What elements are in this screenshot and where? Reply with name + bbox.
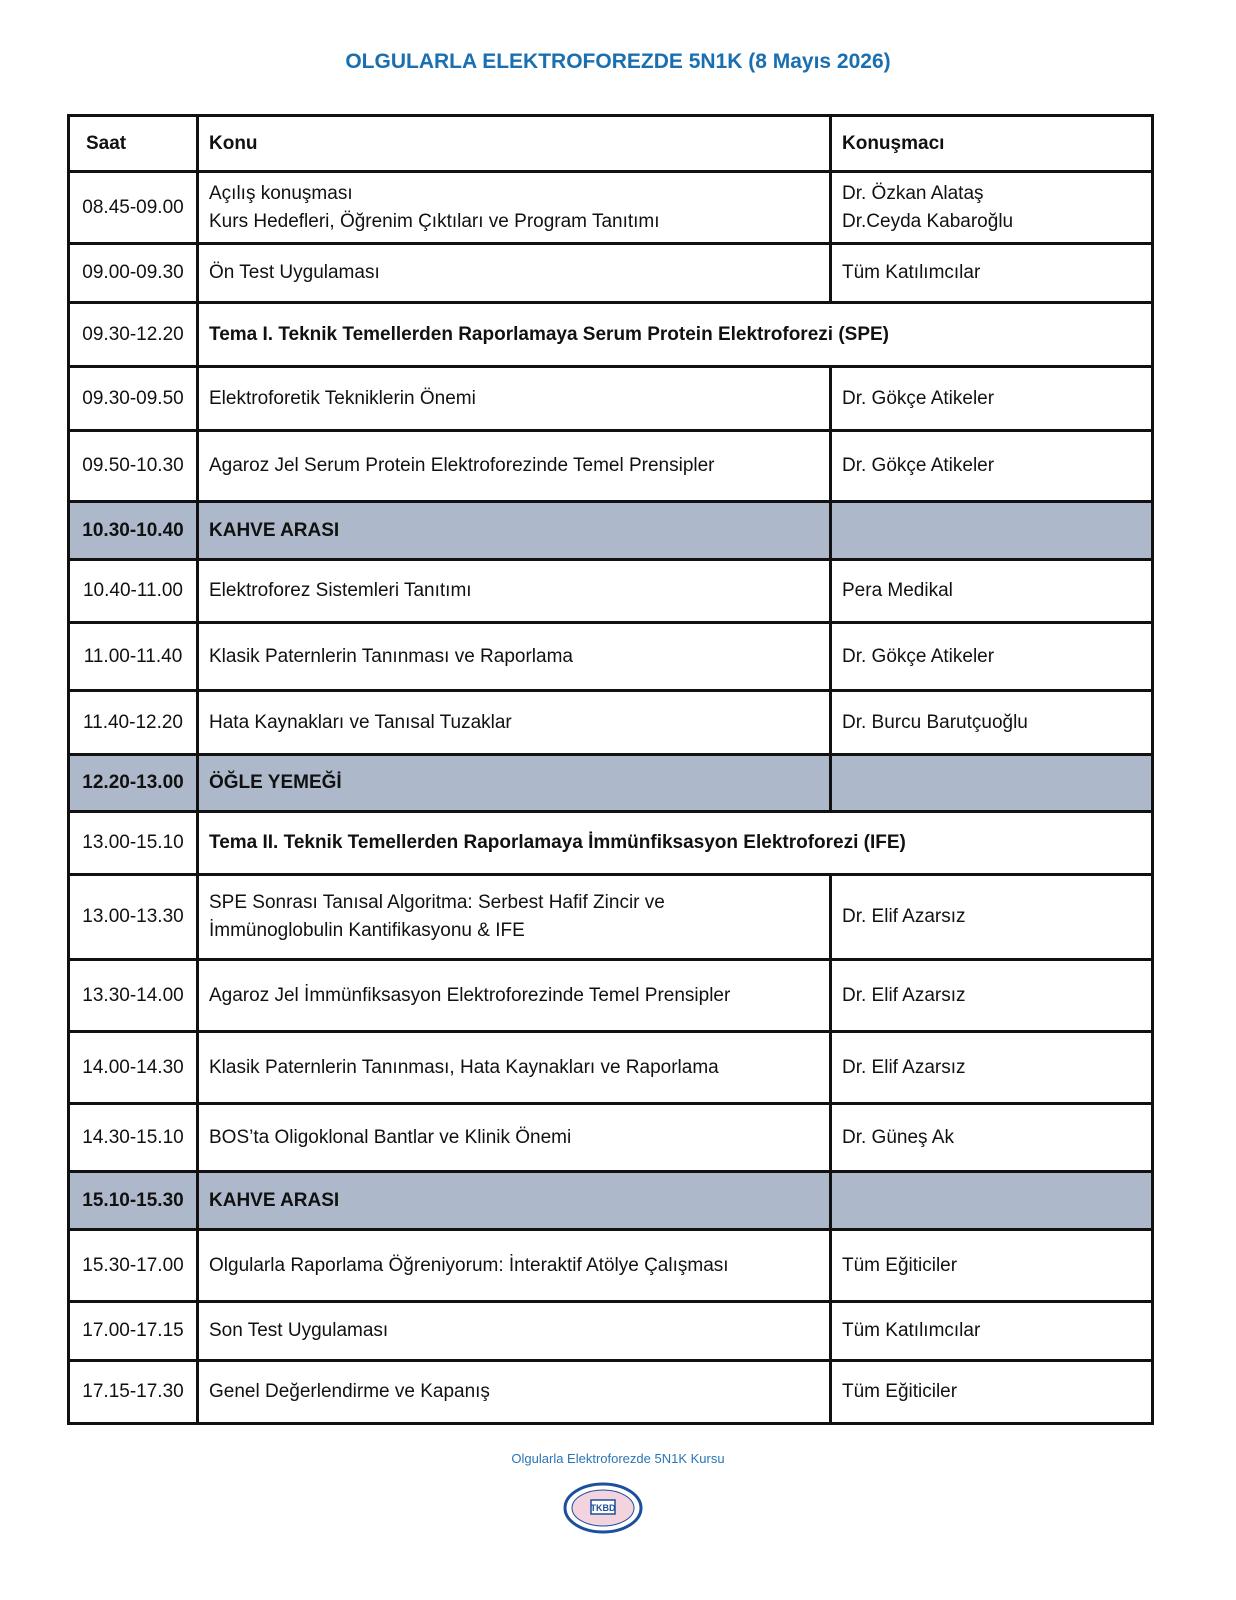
row-time: 11.00-11.40 [69, 623, 198, 691]
row-topic: BOS’ta Oligoklonal Bantlar ve Klinik Önemi [198, 1104, 831, 1172]
row-time: 10.40-11.00 [69, 560, 198, 623]
row-time: 10.30-10.40 [69, 502, 198, 560]
row-topic [198, 172, 831, 244]
row-topic: ÖĞLE YEMEĞİ [198, 755, 831, 812]
break-row [69, 502, 1153, 560]
row-topic: Tema I. Teknik Temellerden Raporlamaya Serum Protein Elektroforezi (SPE) [198, 303, 1153, 367]
theme-row [69, 303, 1153, 367]
row-topic: Elektroforetik Tekniklerin Önemi [198, 367, 831, 431]
row-time: 13.30-14.00 [69, 960, 198, 1032]
society-logo-icon [563, 1482, 643, 1534]
table-row [69, 875, 1153, 960]
table-header-row [69, 116, 1153, 172]
row-topic: Tema II. Teknik Temellerden Raporlamaya İmmünfiksasyon Elektroforezi (IFE) [198, 812, 1153, 875]
table-row [69, 1104, 1153, 1172]
program-table [67, 114, 1154, 1425]
row-time: 17.15-17.30 [69, 1361, 198, 1424]
break-row [69, 755, 1153, 812]
row-time: 08.45-09.00 [69, 172, 198, 244]
row-topic: Genel Değerlendirme ve Kapanış [198, 1361, 831, 1424]
header-topic: Konu [198, 116, 831, 172]
table-row [69, 560, 1153, 623]
row-time: 13.00-13.30 [69, 875, 198, 960]
row-topic: Hata Kaynakları ve Tanısal Tuzaklar [198, 691, 831, 755]
theme-row [69, 812, 1153, 875]
svg-text:TKBD: TKBD [590, 1503, 616, 1513]
row-speaker: Pera Medikal [831, 560, 1153, 623]
table-row [69, 431, 1153, 502]
table-row [69, 1032, 1153, 1104]
header-time: Saat [69, 116, 198, 172]
table-row [69, 623, 1153, 691]
row-speaker: Dr. Gökçe Atikeler [831, 367, 1153, 431]
row-speaker: Tüm Katılımcılar [831, 244, 1153, 303]
row-speaker: Dr. Elif Azarsız [831, 1032, 1153, 1104]
header-speaker: Konuşmacı [831, 116, 1153, 172]
row-topic-line: Açılış konuşması [209, 182, 353, 204]
row-time: 11.40-12.20 [69, 691, 198, 755]
row-topic: KAHVE ARASI [198, 1172, 831, 1230]
row-topic: Klasik Paternlerin Tanınması, Hata Kaynakları ve Raporlama [198, 1032, 831, 1104]
row-time: 13.00-15.10 [69, 812, 198, 875]
table-row [69, 1302, 1153, 1361]
row-time: 09.00-09.30 [69, 244, 198, 303]
row-speaker-line: Dr. Özkan Alataş [842, 182, 984, 204]
break-row [69, 1172, 1153, 1230]
table-row [69, 691, 1153, 755]
footer-course-name: Olgularla Elektroforezde 5N1K Kursu [511, 1451, 725, 1466]
table-row [69, 1230, 1153, 1302]
row-time: 09.30-12.20 [69, 303, 198, 367]
row-time: 14.00-14.30 [69, 1032, 198, 1104]
row-speaker: Tüm Eğiticiler [831, 1230, 1153, 1302]
row-topic [198, 875, 831, 960]
row-speaker: Dr. Gökçe Atikeler [831, 431, 1153, 502]
row-topic: Agaroz Jel Serum Protein Elektroforezinde Temel Prensipler [198, 431, 831, 502]
row-time: 15.30-17.00 [69, 1230, 198, 1302]
row-speaker [831, 755, 1153, 812]
row-speaker [831, 172, 1153, 244]
table-row [69, 367, 1153, 431]
row-time: 15.10-15.30 [69, 1172, 198, 1230]
row-time: 12.20-13.00 [69, 755, 198, 812]
row-speaker: Dr. Burcu Barutçuoğlu [831, 691, 1153, 755]
page-title: OLGULARLA ELEKTROFOREZDE 5N1K (8 Mayıs 2026) [345, 50, 891, 73]
row-time: 17.00-17.15 [69, 1302, 198, 1361]
row-topic: Olgularla Raporlama Öğreniyorum: İnteraktif Atölye Çalışması [198, 1230, 831, 1302]
row-speaker: Dr. Güneş Ak [831, 1104, 1153, 1172]
row-topic: Agaroz Jel İmmünfiksasyon Elektroforezinde Temel Prensipler [198, 960, 831, 1032]
row-time: 14.30-15.10 [69, 1104, 198, 1172]
row-topic: Klasik Paternlerin Tanınması ve Raporlama [198, 623, 831, 691]
row-topic-line: Kurs Hedefleri, Öğrenim Çıktıları ve Program Tanıtımı [209, 210, 660, 232]
row-topic: KAHVE ARASI [198, 502, 831, 560]
table-row [69, 172, 1153, 244]
row-speaker [831, 1172, 1153, 1230]
row-topic: Elektroforez Sistemleri Tanıtımı [198, 560, 831, 623]
row-speaker: Tüm Katılımcılar [831, 1302, 1153, 1361]
table-row [69, 960, 1153, 1032]
row-speaker [831, 502, 1153, 560]
row-topic: Son Test Uygulaması [198, 1302, 831, 1361]
row-speaker-line: Dr.Ceyda Kabaroğlu [842, 210, 1014, 232]
table-row [69, 244, 1153, 303]
row-topic-line: SPE Sonrası Tanısal Algoritma: Serbest Hafif Zincir ve [209, 892, 665, 913]
row-topic: Ön Test Uygulaması [198, 244, 831, 303]
row-time: 09.30-09.50 [69, 367, 198, 431]
row-speaker: Tüm Eğiticiler [831, 1361, 1153, 1424]
row-speaker: Dr. Elif Azarsız [831, 960, 1153, 1032]
row-time: 09.50-10.30 [69, 431, 198, 502]
row-speaker: Dr. Gökçe Atikeler [831, 623, 1153, 691]
row-speaker: Dr. Elif Azarsız [831, 875, 1153, 960]
table-row [69, 1361, 1153, 1424]
row-topic-line: İmmünoglobulin Kantifikasyonu & IFE [209, 920, 525, 941]
